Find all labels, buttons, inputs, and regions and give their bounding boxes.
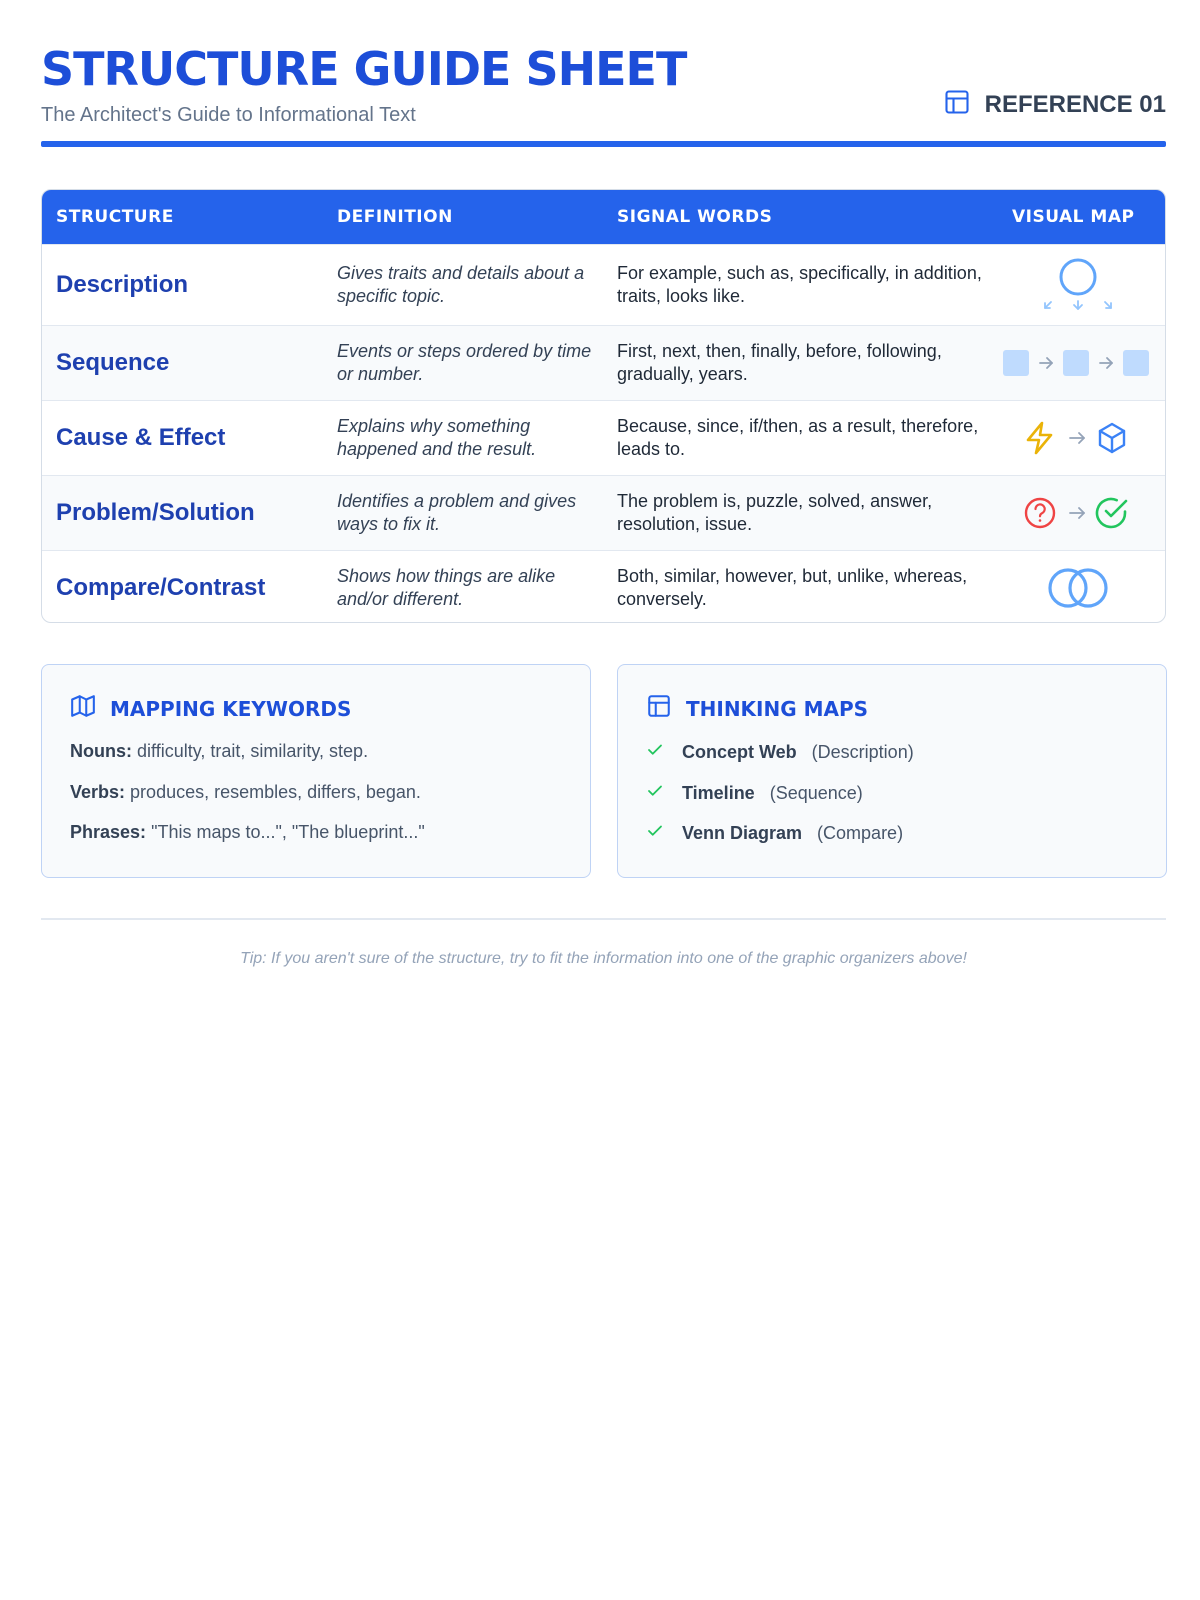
table-header (42, 190, 1165, 244)
structure-name: Sequence (56, 349, 170, 376)
page-title: STRUCTURE GUIDE SHEET (41, 42, 687, 96)
column-header-structure: STRUCTURE (56, 207, 174, 227)
thinking-maps-panel (617, 664, 1167, 878)
keyword-label: Nouns: (70, 741, 132, 761)
thinking-maps-title: THINKING MAPS (686, 696, 869, 721)
column-header-definition: DEFINITION (337, 207, 453, 227)
reference-badge (943, 88, 1166, 121)
structure-name: Problem/Solution (56, 499, 255, 526)
structure-name: Compare/Contrast (56, 574, 266, 601)
mapping-keywords-title: MAPPING KEYWORDS (110, 696, 352, 721)
keyword-label: Verbs: (70, 782, 126, 802)
keyword-text: produces, resembles, differs, began. (130, 782, 421, 802)
thinking-map-note: (Sequence) (769, 783, 863, 803)
keyword-item (70, 741, 368, 762)
table-row (42, 400, 1165, 475)
page-subtitle: The Architect's Guide to Informational Text (41, 104, 416, 126)
structure-name: Description (56, 271, 189, 298)
signal-words: The problem is, puzzle, solved, answer, resolution, issue. (617, 491, 933, 534)
thinking-map-note: (Compare) (817, 823, 904, 843)
thinking-map-item (646, 822, 903, 845)
keyword-label: Phrases: (70, 822, 147, 842)
check-icon (646, 782, 666, 805)
page-header (41, 44, 1166, 148)
structure-definition: Events or steps ordered by time or number. (337, 341, 592, 384)
thinking-map-item (646, 782, 863, 805)
keyword-item (70, 782, 421, 803)
thinking-map-name: Concept Web (682, 742, 797, 762)
thinking-maps-heading (646, 693, 868, 724)
mapping-keywords-heading (70, 693, 351, 724)
keyword-text: difficulty, trait, similarity, step. (137, 741, 369, 761)
structure-name: Cause & Effect (56, 424, 226, 451)
layout-icon (943, 88, 971, 121)
thinking-map-note: (Description) (811, 742, 914, 762)
signal-words: For example, such as, specifically, in addition, traits, looks like. (617, 263, 982, 306)
table-row (42, 244, 1165, 325)
table-row (42, 475, 1165, 550)
reference-label: REFERENCE 01 (984, 90, 1166, 118)
check-icon (646, 741, 666, 764)
check-icon (646, 822, 666, 845)
thinking-map-name: Timeline (682, 783, 755, 803)
lightning-to-box-icon (992, 401, 1164, 475)
thinking-map-name: Venn Diagram (682, 823, 803, 843)
mapping-keywords-panel (41, 664, 591, 878)
sequence-boxes-icon (992, 326, 1164, 400)
structure-definition: Identifies a problem and gives ways to fix it. (337, 491, 577, 534)
signal-words: Because, since, if/then, as a result, therefore, leads to. (617, 416, 979, 459)
signal-words: First, next, then, finally, before, following, gradually, years. (617, 341, 942, 384)
column-header-visual-map: VISUAL MAP (1012, 207, 1135, 227)
layout-icon (646, 693, 672, 724)
column-header-signal-words: SIGNAL WORDS (617, 207, 773, 227)
footer-divider (41, 918, 1166, 920)
footer-tip: Tip: If you aren't sure of the structure, try to fit the information into one of the graphic organizers above! (240, 950, 967, 967)
signal-words: Both, similar, however, but, unlike, whereas, conversely. (617, 566, 968, 609)
header-divider (41, 141, 1166, 147)
table-row (42, 550, 1165, 623)
venn-circles-icon (992, 551, 1164, 623)
structure-definition: Explains why something happened and the result. (337, 416, 537, 459)
thinking-map-item (646, 741, 914, 764)
map-icon (70, 693, 96, 724)
structure-table (41, 189, 1166, 623)
keyword-text: "This maps to...", "The blueprint..." (151, 822, 425, 842)
circle-with-arrows-icon (992, 245, 1164, 325)
structure-definition: Shows how things are alike and/or different. (337, 566, 556, 609)
question-to-check-icon (992, 476, 1164, 550)
keyword-item (70, 822, 425, 843)
table-row (42, 325, 1165, 400)
structure-definition: Gives traits and details about a specific topic. (337, 263, 585, 306)
